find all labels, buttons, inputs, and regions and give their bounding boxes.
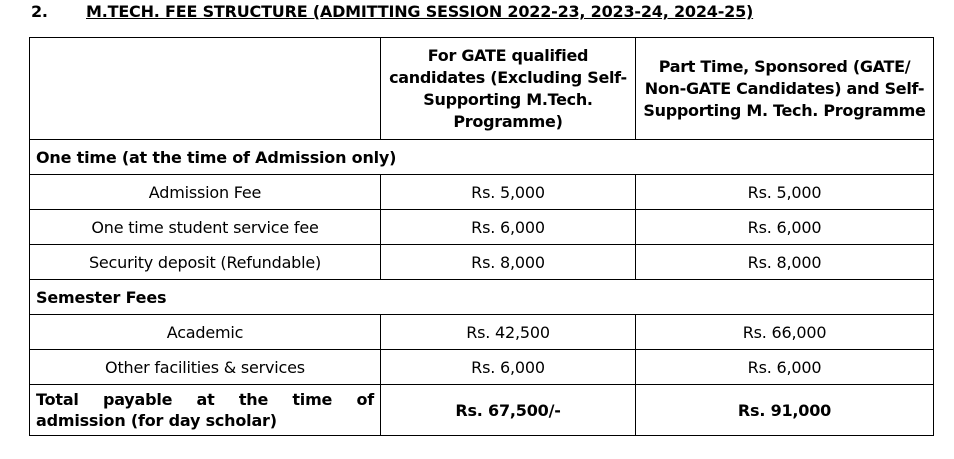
section-heading [31,2,753,21]
section-label: Semester Fees [30,280,934,315]
fee-name-cell: One time student service fee [30,210,381,245]
section-label: One time (at the time of Admission only) [30,140,934,175]
table-row [30,315,934,350]
table-row [30,210,934,245]
fee-name-cell: Security deposit (Refundable) [30,245,381,280]
total-gate-fee: Rs. 67,500/- [381,385,636,436]
header-cell-blank [30,38,381,140]
header-cell-part-time: Part Time, Sponsored (GATE/ Non-GATE Candidates) and Self-Supporting M. Tech. Programme [636,38,934,140]
section-row-one-time [30,140,934,175]
section-row-semester [30,280,934,315]
table-row [30,175,934,210]
total-other-fee: Rs. 91,000 [636,385,934,436]
fee-name-cell: Academic [30,315,381,350]
other-fee-cell: Rs. 8,000 [636,245,934,280]
total-label: Total payable at the time of admission (for day scholar) [30,385,381,436]
table-header-row [30,38,934,140]
other-fee-cell: Rs. 6,000 [636,210,934,245]
gate-fee-cell: Rs. 42,500 [381,315,636,350]
section-number: 2. [31,2,48,21]
gate-fee-cell: Rs. 6,000 [381,210,636,245]
fee-structure-table [29,37,934,436]
header-cell-gate: For GATE qualified candidates (Excluding Self-Supporting M.Tech. Programme) [381,38,636,140]
other-fee-cell: Rs. 6,000 [636,350,934,385]
other-fee-cell: Rs. 5,000 [636,175,934,210]
fee-name-cell: Other facilities & services [30,350,381,385]
fee-name-cell: Admission Fee [30,175,381,210]
other-fee-cell: Rs. 66,000 [636,315,934,350]
gate-fee-cell: Rs. 6,000 [381,350,636,385]
gate-fee-cell: Rs. 8,000 [381,245,636,280]
page-title: M.TECH. FEE STRUCTURE (ADMITTING SESSION 2022-23, 2023-24, 2024-25) [86,2,754,21]
total-row [30,385,934,436]
table-row [30,350,934,385]
gate-fee-cell: Rs. 5,000 [381,175,636,210]
table-row [30,245,934,280]
